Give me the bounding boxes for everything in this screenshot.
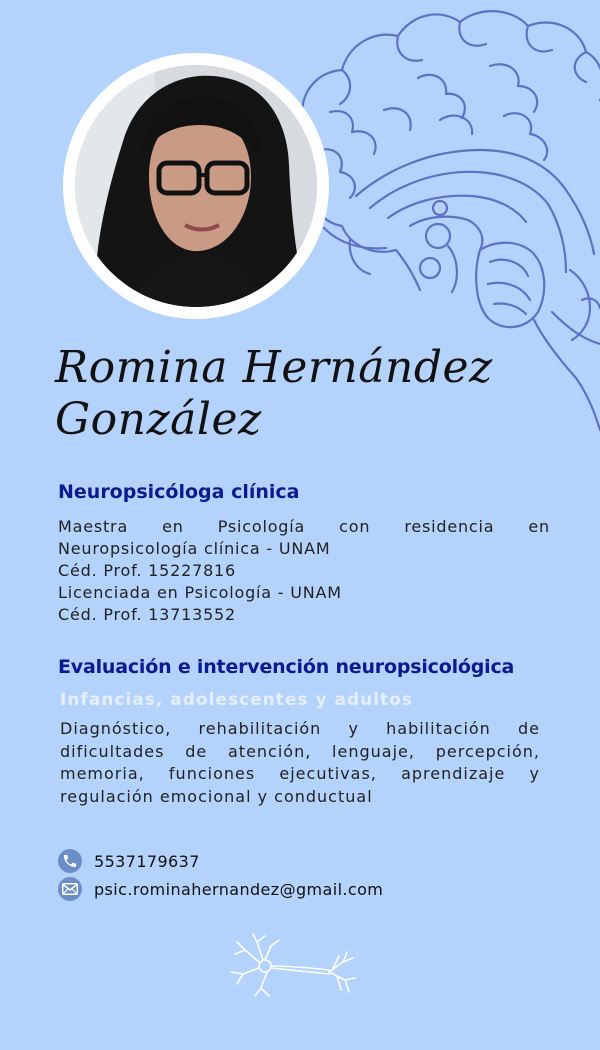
full-name xyxy=(55,342,555,446)
services-subtitle: Infancias, adolescentes y adultos xyxy=(60,690,413,710)
portrait-photo-icon xyxy=(75,65,317,307)
credential-line: Licenciada en Psicología - UNAM xyxy=(58,583,342,602)
profile-photo-frame xyxy=(63,53,329,319)
email-address[interactable]: psic.rominahernandez@gmail.com xyxy=(94,879,384,899)
neuron-illustration xyxy=(225,932,365,1002)
name-line-2: González xyxy=(55,394,262,445)
credential-line: Maestra en Psicología con residencia en xyxy=(58,517,550,536)
phone-contact[interactable] xyxy=(58,848,200,874)
email-contact[interactable] xyxy=(58,876,383,902)
services-description: Diagnóstico, rehabilitación y habilitación de dificultades de atención, lenguaje, percepción, memoria, funciones ejecutivas, aprendizaje y regulación emocional y conductual xyxy=(60,719,540,806)
credential-line: Neuropsicología clínica - UNAM xyxy=(58,539,331,558)
name-line-1: Romina Hernández xyxy=(55,342,493,393)
profession-title: Neuropsicóloga clínica xyxy=(58,481,300,503)
credentials-block xyxy=(58,516,550,626)
profile-photo xyxy=(75,65,317,307)
envelope-icon xyxy=(58,877,82,901)
phone-number[interactable]: 5537179637 xyxy=(94,851,200,871)
services-title: Evaluación e intervención neuropsicológica xyxy=(58,656,515,678)
credential-line: Céd. Prof. 13713552 xyxy=(58,605,237,624)
phone-icon xyxy=(58,849,82,873)
credential-line: Céd. Prof. 15227816 xyxy=(58,561,237,580)
